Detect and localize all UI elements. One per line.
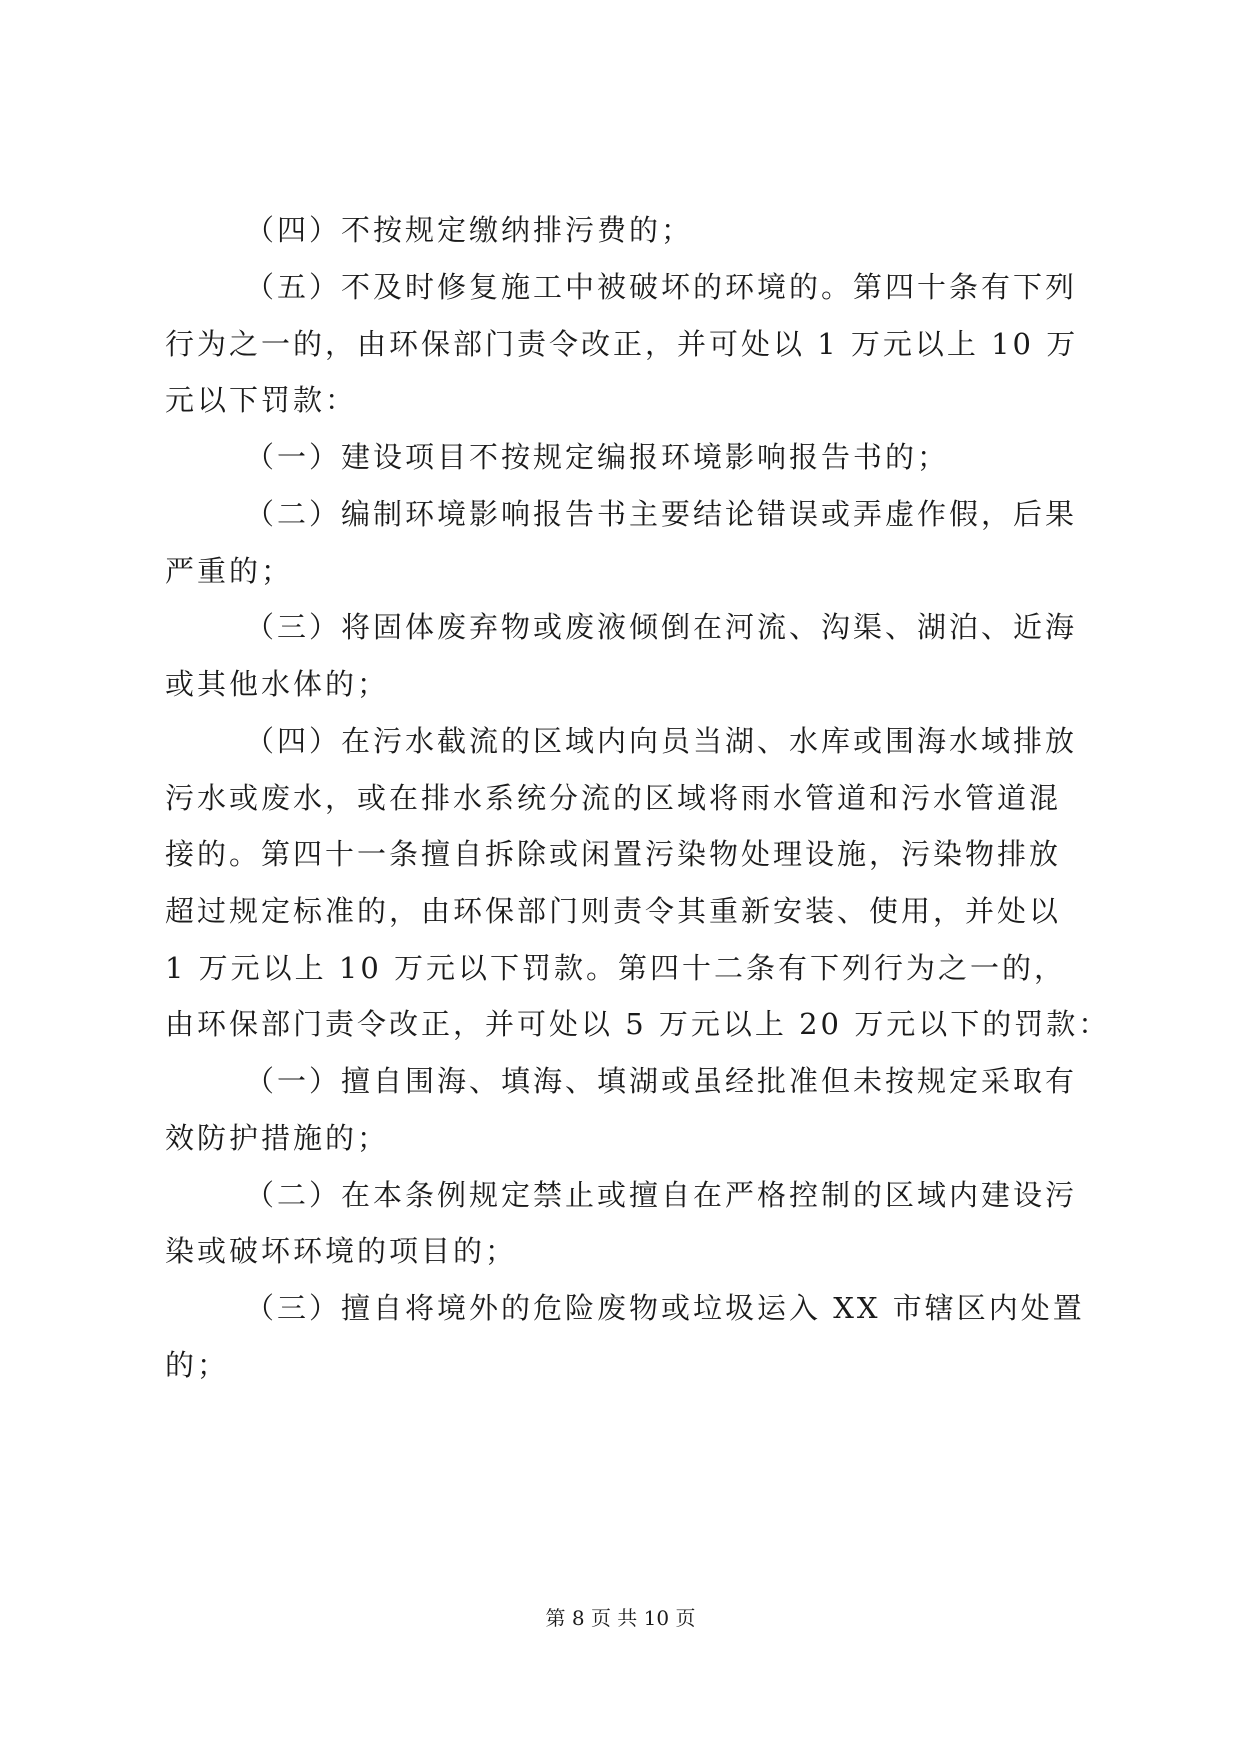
text-line: （四）不按规定缴纳排污费的； (245, 213, 694, 247)
text-line: （一）建设项目不按规定编报环境影响报告书的； (245, 440, 950, 474)
page-footer: 第 8 页 共 10 页 (545, 1606, 696, 1630)
text-line: （四）在污水截流的区域内向员当湖、水库或围海水域排放 (245, 724, 1078, 758)
text-line: 的； (165, 1348, 230, 1382)
text-line: 污水或废水，或在排水系统分流的区域将雨水管道和污水管道混 (165, 781, 1062, 815)
text-line: 行为之一的，由环保部门责令改正，并可处以 1 万元以上 10 万 (165, 327, 1079, 361)
text-line: 接的。第四十一条擅自拆除或闲置污染物处理设施，污染物排放 (165, 837, 1062, 871)
text-line: 或其他水体的； (165, 667, 390, 701)
text-line: （三）将固体废弃物或废液倾倒在河流、沟渠、湖泊、近海 (245, 610, 1078, 644)
text-line: 超过规定标准的，由环保部门则责令其重新安装、使用，并处以 (165, 894, 1062, 928)
text-line: 染或破坏环境的项目的； (165, 1234, 518, 1268)
text-line: 由环保部门责令改正，并可处以 5 万元以上 20 万元以下的罚款： (165, 1007, 1111, 1041)
text-line: （五）不及时修复施工中被破坏的环境的。第四十条有下列 (245, 270, 1078, 304)
text-line: 效防护措施的； (165, 1121, 390, 1155)
text-line: （三）擅自将境外的危险废物或垃圾运入 XX 市辖区内处置 (245, 1291, 1085, 1325)
text-line: 1 万元以上 10 万元以下罚款。第四十二条有下列行为之一的， (165, 951, 1067, 985)
text-line: （二）在本条例规定禁止或擅自在严格控制的区域内建设污 (245, 1178, 1078, 1212)
text-line: （二）编制环境影响报告书主要结论错误或弄虚作假，后果 (245, 497, 1078, 531)
text-line: 严重的； (165, 554, 294, 588)
text-line: （一）擅自围海、填海、填湖或虽经批准但未按规定采取有 (245, 1064, 1078, 1098)
text-line: 元以下罚款： (165, 383, 358, 417)
